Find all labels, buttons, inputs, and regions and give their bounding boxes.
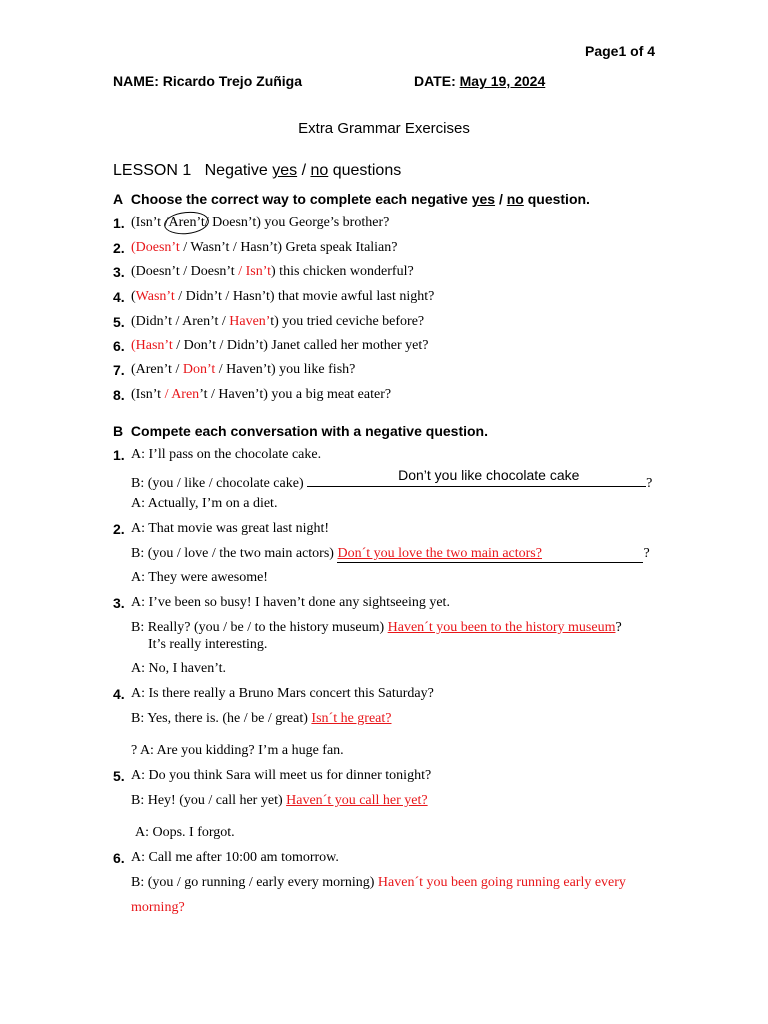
list-item [131,314,424,330]
typed-answer: Haven´t you been to the history museum [387,620,616,635]
item-number: 5. [113,768,125,784]
section-a-post: question. [527,191,590,207]
list-item [131,362,355,378]
typed-answer: Isn´t he great? [311,711,392,726]
question-mark: ? [615,620,622,635]
name-value: Ricardo Trejo Zuñiga [162,73,303,89]
dialogue-line: A: They were awesome! [131,570,268,585]
option-text: / Don’t / Didn’t) Janet called her mother yet? [172,338,429,353]
typed-answer: Haven´t you been going running early every [377,875,626,890]
dialogue-line: A: I’ll pass on the chocolate cake. [131,447,322,462]
prompt-text: B: (you / like / chocolate cake) [131,476,304,491]
list-item [131,264,414,280]
dialogue-line: It’s really interesting. [148,637,268,652]
typed-answer-continued: morning? [131,900,185,915]
lesson-yes: yes [272,162,298,179]
circled-answer: Aren’t [168,215,205,230]
item-number: 6. [113,850,125,866]
lesson-label: LESSON 1 [113,162,192,179]
lesson-slash: / [301,162,307,179]
selected-answer: Haven’ [229,314,271,329]
dialogue-line [131,546,650,563]
item-number: 8. [113,387,125,403]
option-text: (Didn’t / Aren’t / [131,314,230,329]
dialogue-line: A: That movie was great last night! [131,521,330,536]
section-b-heading [113,423,488,439]
item-number: 2. [113,521,125,537]
dialogue-line: A: I’ve been so busy! I haven’t done any sightseeing yet. [131,595,450,610]
dialogue-line [131,875,626,891]
typed-answer: Haven´t you call her yet? [286,793,428,808]
dialogue-line [131,467,653,492]
section-a-no: no [506,191,524,207]
answer-blank[interactable] [337,546,643,563]
list-item [131,240,398,256]
item-number: 5. [113,314,125,330]
answer-blank[interactable] [307,467,646,487]
dialogue-line [131,793,428,809]
option-text: (Aren’t / [131,362,183,377]
option-text: t) you tried ceviche before? [270,314,425,329]
dialogue-line: A: Do you think Sara will meet us for dinner tonight? [131,768,432,783]
option-text: ( [131,289,136,304]
option-text: (Isn’t / [131,215,169,230]
selected-answer: (Hasn’t [131,338,173,353]
name-row [113,73,302,89]
option-text: (Isn’t [131,387,165,402]
list-item [131,215,389,231]
selected-answer: / Aren [164,387,200,402]
option-text: / Didn’t / Hasn’t) that movie awful last night? [174,289,435,304]
option-text: / Doesn’t) you George’s brother? [204,215,390,230]
item-number: 2. [113,240,125,256]
dialogue-line: A: Call me after 10:00 am tomorrow. [131,850,339,865]
option-text: / Wasn’t / Hasn’t) Greta speak Italian? [179,240,398,255]
title-text: Extra Grammar Exercises [298,120,470,137]
page-number: Page1 of 4 [585,43,656,59]
lesson-heading [113,162,401,180]
item-number: 3. [113,595,125,611]
item-number: 4. [113,289,125,305]
name-label: NAME: [113,73,159,89]
list-item [131,338,428,354]
dialogue-line [131,620,622,636]
question-mark: ? [646,476,653,491]
option-text: (Doesn’t / Doesn’t [131,264,239,279]
selected-answer: / Isn’t [238,264,272,279]
section-b-instruction: Compete each conversation with a negative question. [130,423,488,439]
typed-answer: Don´t you love the two main actors? [337,546,542,561]
list-item [131,289,434,305]
section-a-pre: Choose the correct way to complete each negative [130,191,468,207]
lesson-topic-pre: Negative [204,162,268,179]
lesson-topic-post: questions [332,162,402,179]
prompt-text: B: Yes, there is. (he / be / great) [131,711,308,726]
dialogue-line [131,711,392,727]
item-number: 1. [113,215,125,231]
date-label: DATE: [414,73,456,89]
option-text: / Haven’t) you like fish? [215,362,356,377]
section-a-slash: / [498,191,503,207]
item-number: 1. [113,447,125,463]
lesson-no: no [310,162,329,179]
item-number: 3. [113,264,125,280]
page-title [0,120,768,137]
date-row [414,73,545,89]
list-item [131,387,391,403]
section-a-yes: yes [471,191,496,207]
option-text: ) this chicken wonderful? [271,264,414,279]
dialogue-line: A: Actually, I’m on a diet. [131,496,278,511]
dialogue-line: A: Oops. I forgot. [135,825,235,840]
selected-answer: (Doesn’t [131,240,180,255]
date-value: May 19, 2024 [459,73,546,89]
item-number: 7. [113,362,125,378]
option-text: ’t / Haven’t) you a big meat eater? [199,387,392,402]
dialogue-line: ? A: Are you kidding? I’m a huge fan. [131,743,344,758]
question-mark: ? [643,546,650,561]
item-number: 6. [113,338,125,354]
section-a-heading [113,191,590,207]
selected-answer: Wasn’t [135,289,175,304]
selected-answer: Don’t [182,362,216,377]
prompt-text: B: (you / go running / early every morning) [131,875,375,890]
dialogue-line: A: Is there really a Bruno Mars concert this Saturday? [131,686,434,701]
section-a-letter: A [113,191,124,207]
dialogue-line: A: No, I haven’t. [131,661,226,676]
section-b-letter: B [113,423,124,439]
typed-answer: Don’t you like chocolate cake [398,467,580,483]
prompt-text: B: (you / love / the two main actors) [131,546,334,561]
item-number: 4. [113,686,125,702]
prompt-text: B: Really? (you / be / to the history museum) [131,620,385,635]
prompt-text: B: Hey! (you / call her yet) [131,793,283,808]
